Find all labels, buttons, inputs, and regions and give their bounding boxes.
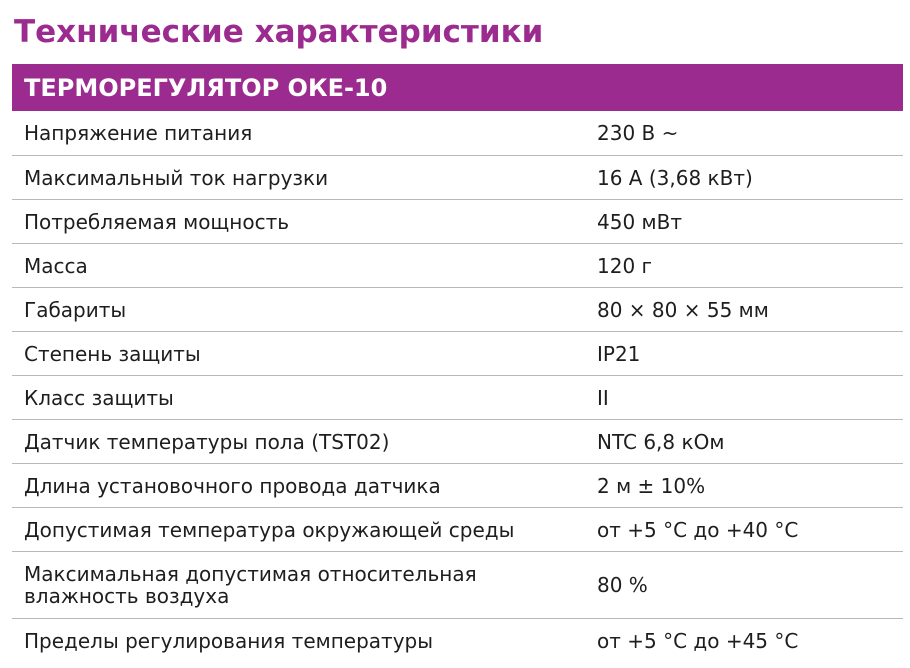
spec-name: Длина установочного провода датчика <box>24 473 441 498</box>
spec-value: 450 мВт <box>597 209 682 234</box>
page-title: Технические характеристики <box>14 14 544 50</box>
table-row <box>12 618 903 662</box>
spec-name: Пределы регулирования температуры <box>24 628 434 653</box>
table-row <box>12 111 903 155</box>
spec-name: Потребляемая мощность <box>24 209 290 234</box>
spec-table <box>12 111 903 662</box>
spec-value: от +5 °С до +40 °С <box>597 517 799 542</box>
spec-name: Датчик температуры пола (TST02) <box>24 429 390 454</box>
spec-name: Габариты <box>24 297 127 322</box>
spec-value: 80 % <box>597 573 648 597</box>
spec-name: Максимальная допустимая относительная влажность воздуха <box>24 562 477 608</box>
spec-name: Максимальный ток нагрузки <box>24 165 329 190</box>
table-row <box>12 331 903 375</box>
spec-name: Допустимая температура окружающей среды <box>24 517 515 542</box>
table-row <box>12 463 903 507</box>
table-row <box>12 507 903 551</box>
table-row <box>12 243 903 287</box>
table-row <box>12 199 903 243</box>
spec-value: II <box>597 385 609 410</box>
table-row <box>12 419 903 463</box>
spec-value: 80 × 80 × 55 мм <box>597 297 769 322</box>
table-row <box>12 375 903 419</box>
spec-value: 2 м ± 10% <box>597 473 706 498</box>
spec-name: Класс защиты <box>24 385 174 410</box>
spec-name: Степень защиты <box>24 341 201 366</box>
spec-value: от +5 °С до +45 °С <box>597 628 799 653</box>
table-row <box>12 155 903 199</box>
table-row <box>12 287 903 331</box>
table-header-label: ТЕРМОРЕГУЛЯТОР ОКЕ-10 <box>24 73 388 102</box>
spec-value: 16 А (3,68 кВт) <box>597 165 753 190</box>
spec-name: Масса <box>24 253 88 278</box>
table-row <box>12 551 903 618</box>
spec-name: Напряжение питания <box>24 121 253 145</box>
spec-value: IP21 <box>597 341 641 366</box>
spec-value: 120 г <box>597 253 653 278</box>
spec-value: 230 В ~ <box>597 121 679 145</box>
table-header <box>12 64 903 111</box>
spec-value: NTC 6,8 кОм <box>597 429 725 454</box>
